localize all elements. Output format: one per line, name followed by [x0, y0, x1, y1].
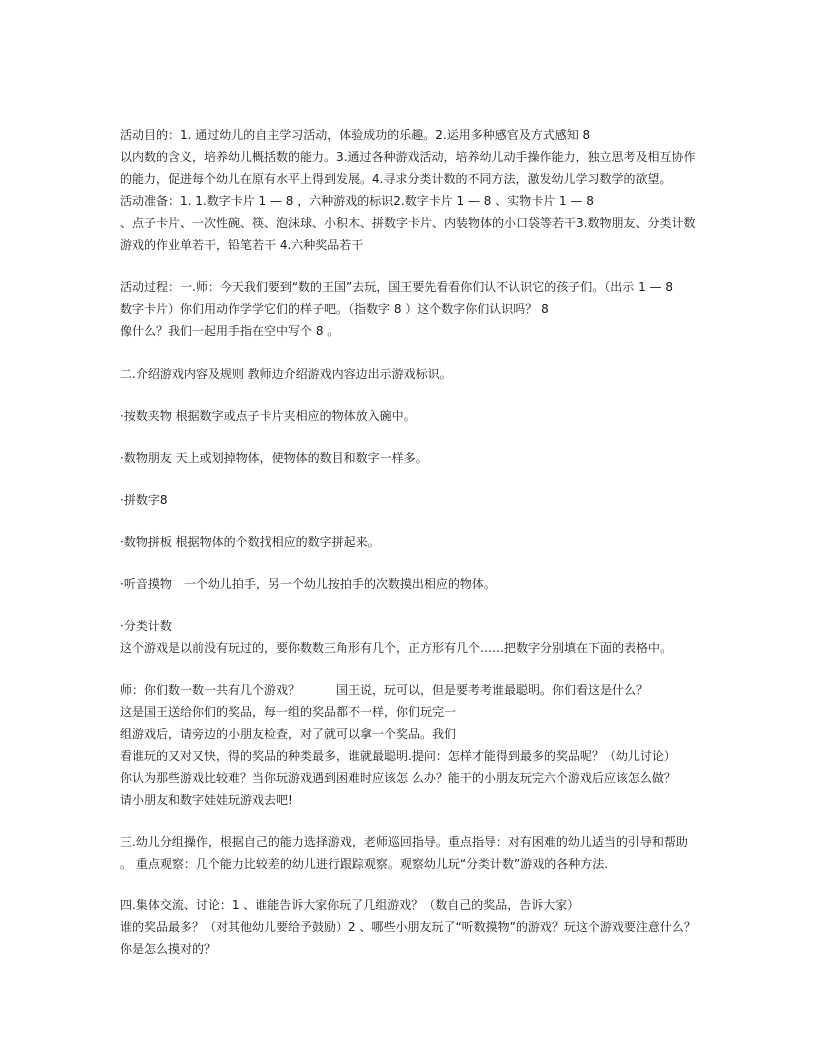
section-2-heading: 二.介绍游戏内容及规则 教师边介绍游戏内容边出示游戏标识。 [120, 367, 452, 381]
goal-line-2: 以内数的含义，培养幼儿概括数的能力。3.通过各种游戏活动，培养幼儿动手操作能力，独立思考及相互协作 [120, 150, 696, 164]
prep-line-2: 、点子卡片、一次性碗、筷、泡沫球、小积木、拼数字卡片、内装物体的小口袋等若干3.数物朋友、分类计数 [120, 216, 696, 230]
section-3-line-1: 三.幼儿分组操作，根据自己的能力选择游戏，老师巡回指导。重点指导：对有困难的幼儿适当的引导和帮助 [120, 835, 688, 849]
teacher-line-6: 请小朋友和数字娃娃玩游戏去吧! [120, 793, 293, 807]
teacher-line-4: 看谁玩的又对又快，得的奖品的种类最多，谁就最聪明.提问：怎样才能得到最多的奖品呢？（幼儿讨论） [120, 749, 676, 763]
teacher-line-5: 你认为那些游戏比较难？当你玩游戏遇到困难时应该怎 么办？能干的小朋友玩完六个游戏后应该怎么做？ [120, 771, 676, 785]
game-item-6-desc: 这个游戏是以前没有玩过的，要你数数三角形有几个，正方形有几个……把数字分别填在下面的表格中。 [120, 641, 673, 655]
game-item-6: ·分类计数 [120, 619, 172, 633]
game-item-2: ·数物朋友 天上或划掉物体，使物体的数目和数字一样多。 [120, 451, 428, 465]
process-line-1: 活动过程：一.师：今天我们要到“数的王国”去玩，国王要先看看你们认不认识它的孩子们。（出示 1 — 8 [120, 280, 673, 294]
goal-line-1: 活动目的：1. 通过幼儿的自主学习活动，体验成功的乐趣。2.运用多种感官及方式感知 8 [120, 128, 591, 142]
goal-line-3: 的能力，促进每个幼儿在原有水平上得到发展。4.寻求分类计数的不同方法，激发幼儿学习数学的欲望。 [120, 172, 672, 186]
game-item-3: ·拼数字8 [120, 493, 168, 507]
section-3-line-2: 。 重点观察：几个能力比较差的幼儿进行跟踪观察。观察幼儿玩“分类计数”游戏的各种方法. [120, 857, 609, 871]
game-item-1: ·按数夹物 根据数字或点子卡片夹相应的物体放入碗中。 [120, 409, 416, 423]
section-4-line-1: 四.集体交流、讨论：1 、谁能告诉大家你玩了几组游戏？（数自己的奖品，告诉大家） [120, 898, 580, 912]
teacher-line-2: 这是国王送给你们的奖品，每一组的奖品都不一样，你们玩完一 [120, 705, 457, 719]
game-item-5: ·听音摸物 一个幼儿拍手，另一个幼儿按拍手的次数摸出相应的物体。 [120, 577, 496, 591]
process-line-2: 数字卡片）你们用动作学学它们的样子吧。（指数字 8 ）这个数字你们认识吗？ 8 [120, 302, 549, 316]
prep-line-3: 游戏的作业单若干，铅笔若干 4.六种奖品若干 [120, 238, 364, 252]
process-line-3: 像什么？我们一起用手指在空中写个 8 。 [120, 324, 340, 338]
section-4-line-2: 谁的奖品最多？（对其他幼儿要给予鼓励）2 、哪些小朋友玩了“听数摸物”的游戏？玩这个游戏要注意什么？ [120, 920, 696, 934]
game-item-4: ·数物拼板 根据物体的个数找相应的数字拼起来。 [120, 535, 380, 549]
teacher-line-3: 组游戏后，请旁边的小朋友检查，对了就可以拿一个奖品。我们 [120, 727, 457, 741]
prep-line-1: 活动准备：1. 1.数字卡片 1 — 8 ，六种游戏的标识2.数字卡片 1 — 8 、实物卡片 1 — 8 [120, 194, 594, 208]
teacher-line-1: 师：你们数一数一共有几个游戏？ 国王说，玩可以，但是要考考谁最聪明。你们看这是什么？ [120, 683, 649, 697]
section-4-line-3: 你是怎么摸对的？ [120, 942, 217, 956]
